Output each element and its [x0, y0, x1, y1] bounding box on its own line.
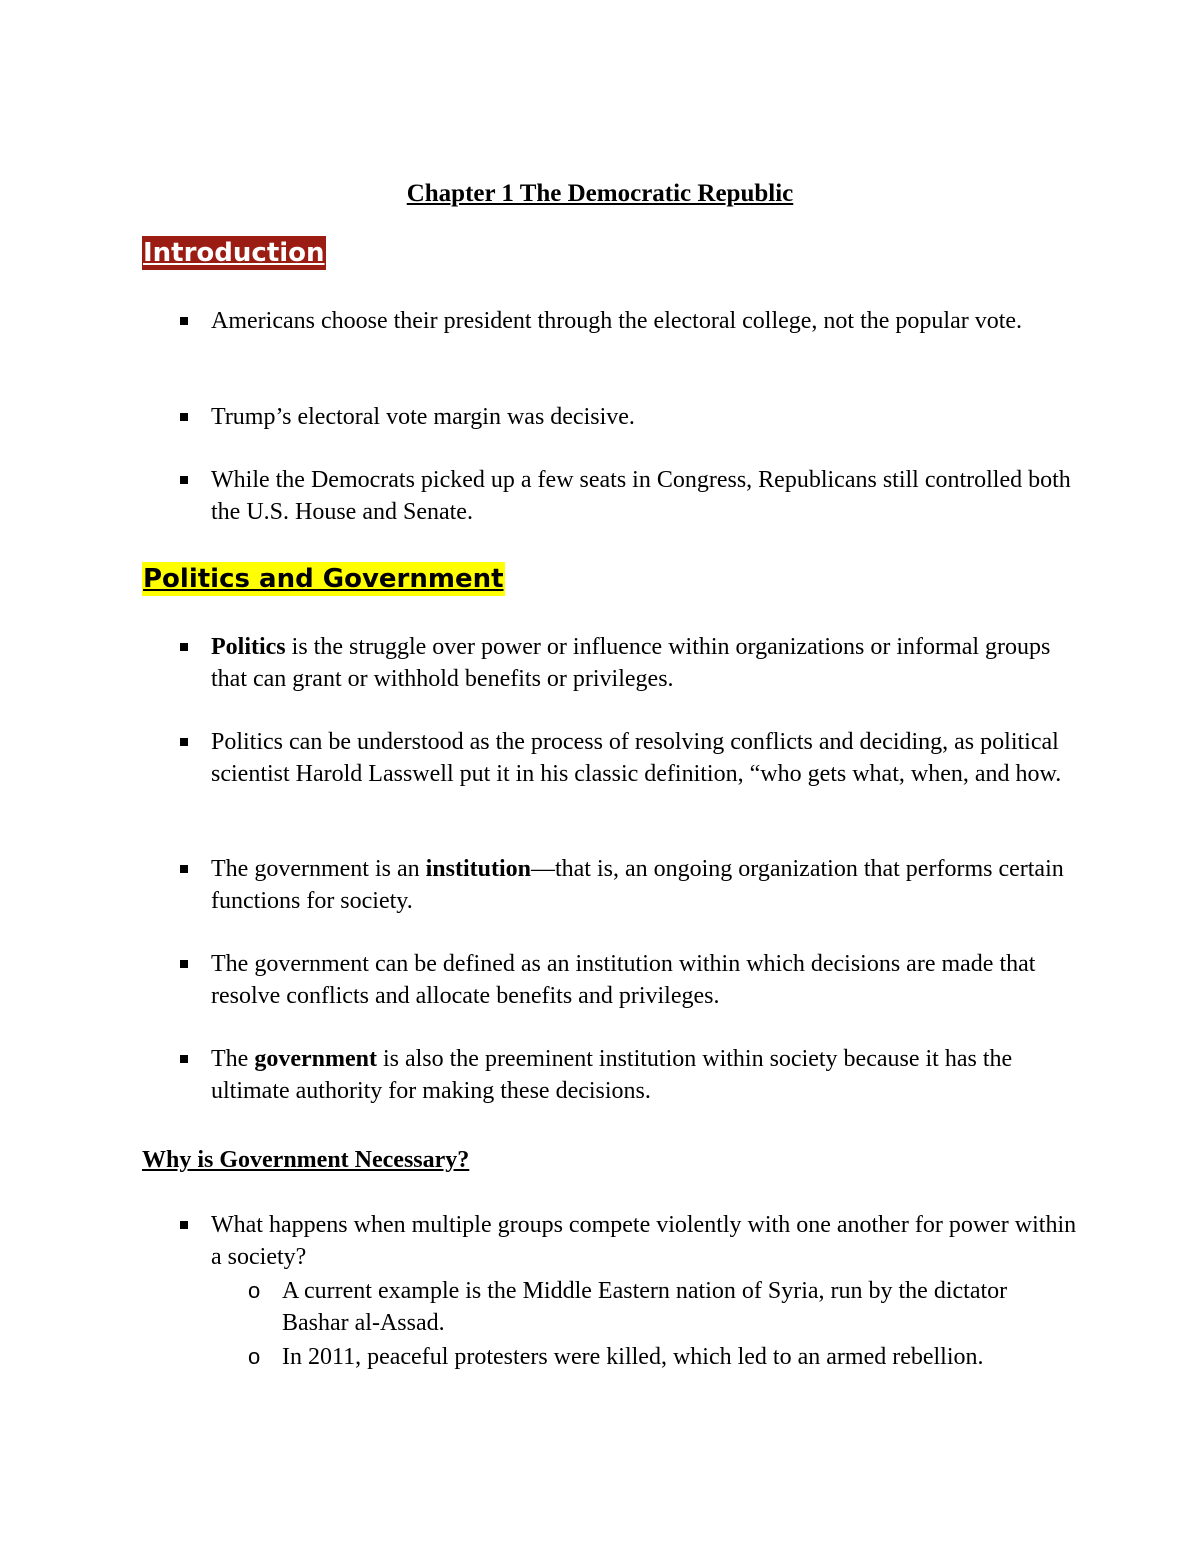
square-bullet-icon [180, 317, 188, 325]
square-bullet-icon [180, 643, 188, 651]
square-bullet-icon [180, 413, 188, 421]
document-title: Chapter 1 The Democratic Republic [406, 180, 794, 207]
list-item: Americans choose their president through the electoral college, not the popular vote. [142, 305, 1082, 337]
list-item: What happens when multiple groups compete violently with one another for power within a society? [142, 1209, 1082, 1273]
square-bullet-icon [180, 738, 188, 746]
list-item: While the Democrats picked up a few seats in Congress, Republicans still controlled both the U.S. House and Senate. [142, 464, 1082, 528]
square-bullet-icon [180, 1221, 188, 1229]
section-heading-introduction: Introduction [143, 238, 325, 268]
square-bullet-icon [180, 865, 188, 873]
term-politics: Politics [211, 634, 286, 660]
list-item: The government is also the preeminent institution within society because it has the ultimate authority for making these decisions. [142, 1043, 1082, 1107]
list-item: The government is an institution—that is, an ongoing organization that performs certain functions for society. [142, 853, 1082, 917]
circle-bullet-icon: o [248, 1278, 261, 1303]
section-heading-politics: Politics and Government [143, 564, 504, 594]
list-item: Politics is the struggle over power or influence within organizations or informal groups that can grant or withhold benefits or privileges. [142, 631, 1082, 695]
term-institution: institution [425, 856, 531, 882]
list-item: Trump’s electoral vote margin was decisive. [142, 401, 1082, 433]
square-bullet-icon [180, 476, 188, 484]
list-item: The government can be defined as an institution within which decisions are made that resolve conflicts and allocate benefits and privileges. [142, 948, 1082, 1012]
circle-bullet-icon: o [248, 1344, 261, 1369]
sub-list-item: o A current example is the Middle Eastern nation of Syria, run by the dictator Bashar al-Assad. [248, 1275, 1078, 1339]
sub-list-item: o In 2011, peaceful protesters were killed, which led to an armed rebellion. [248, 1341, 1078, 1373]
square-bullet-icon [180, 1055, 188, 1063]
section-heading-why-government: Why is Government Necessary? [142, 1147, 470, 1173]
square-bullet-icon [180, 960, 188, 968]
term-government: government [254, 1046, 377, 1072]
list-item: Politics can be understood as the process of resolving conflicts and deciding, as political scientist Harold Lasswell put it in his classic definition, “who gets what, when, and how. [142, 726, 1082, 790]
